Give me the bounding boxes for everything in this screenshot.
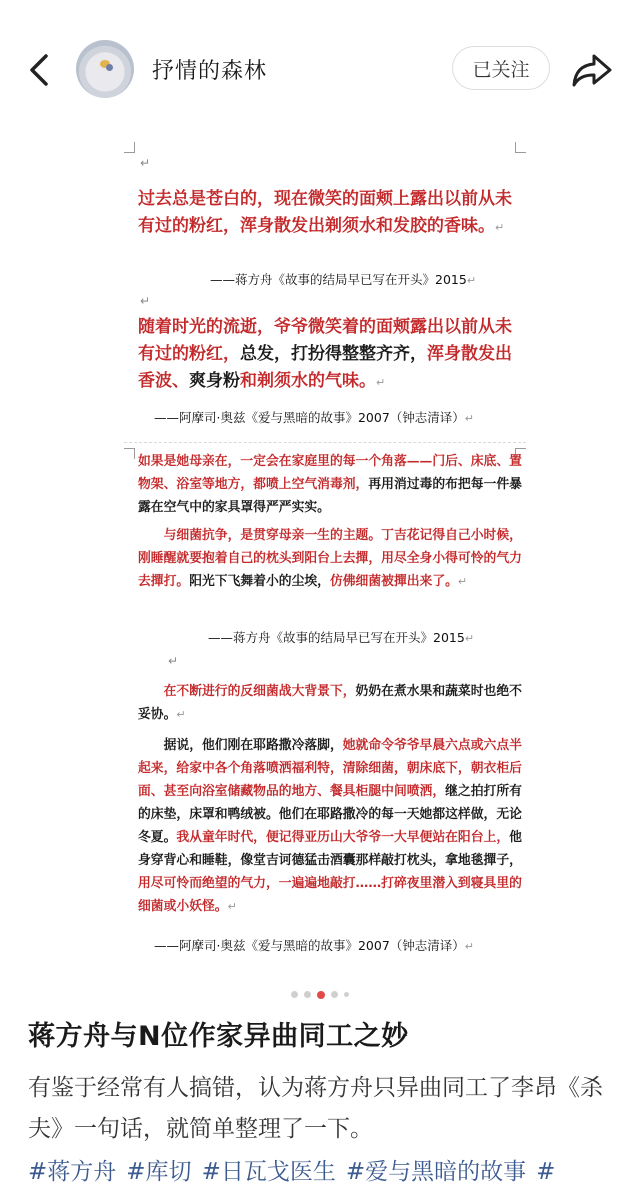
carousel-dot[interactable] <box>331 991 338 998</box>
share-icon[interactable] <box>570 48 614 92</box>
carousel-indicator[interactable] <box>0 984 640 996</box>
carousel-dot[interactable] <box>291 991 298 998</box>
back-arrow-icon[interactable] <box>22 48 58 92</box>
quote-1: 过去总是苍白的，现在微笑的面颊上露出以前从未有过的粉红，浑身散发出剃须水和发胶的香味。↵ <box>138 189 512 236</box>
post-body: 有鉴于经常有人搞错，认为蒋方舟只异曲同工了李昂《杀夫》一句话，就简单整理了一下。 <box>28 1075 603 1142</box>
post-image[interactable] <box>0 130 640 976</box>
paragraph-5: 在不断进行的反细菌战大背景下，奶奶在煮水果和蔬菜时也绝不妥协。↵ <box>138 684 522 722</box>
post-title: 蒋方舟与N位作家异曲同工之妙 <box>28 1021 409 1052</box>
carousel-dot[interactable] <box>344 992 349 997</box>
hashtag-link[interactable]: #蒋方舟 <box>28 1159 117 1185</box>
carousel-dot[interactable] <box>304 991 311 998</box>
username[interactable]: 抒情的森林 <box>152 59 268 84</box>
hashtag-link[interactable]: #爱与黑暗的故事 <box>345 1159 527 1185</box>
hashtag-link[interactable]: #库切 <box>126 1159 192 1185</box>
top-bar <box>0 0 640 140</box>
hashtag-link[interactable]: #日瓦戈医生 <box>201 1159 336 1185</box>
paragraph-3: 如果是她母亲在，一定会在家庭里的每一个角落——门后、床底、置物架、浴室等地方，都喷上空气消毒剂，再用消过毒的布把每一件暴露在空气中的家具罩得严严实实。 <box>138 454 522 515</box>
follow-button[interactable]: 已关注 <box>452 46 550 90</box>
avatar[interactable] <box>76 40 134 98</box>
source-3: ——蒋方舟《故事的结局早已写在开头》2015↵ <box>208 630 475 645</box>
hashtag-link[interactable]: # <box>536 1159 556 1185</box>
hashtag-list <box>28 1152 640 1192</box>
source-4: ——阿摩司·奥兹《爱与黑暗的故事》2007（钟志清译）↵ <box>154 938 475 953</box>
quote-2: 随着时光的流逝，爷爷微笑着的面颊露出以前从未有过的粉红，总发，打扮得整整齐齐，浑身散发出香波、爽身粉和剃须水的气味。↵ <box>138 317 512 391</box>
paragraph-6: 据说，他们刚在耶路撒冷落脚，她就命令爷爷早晨六点或六点半起来，给家中各个角落喷洒福利特，清除细菌，朝床底下，朝衣柜后面、甚至向浴室储藏物品的地方、餐具柜腿中间喷洒，继之拍打所有的床垫，床罩和鸭绒被。他们在耶路撒冷的每一天她都这样做，无论冬夏。我从童年时代，便记得亚历山大爷爷一大早便站在阳台上，他身穿背心和睡鞋，像堂吉诃德猛击酒囊那样敲打枕头，拿地毯撣子，用尽可怜而绝望的气力，一遍遍地敲打……打碎夜里潜入到寝具里的细菌或小妖怪。↵ <box>138 738 522 914</box>
source-2: ——阿摩司·奥兹《爱与黑暗的故事》2007（钟志清译）↵ <box>154 410 475 425</box>
source-1: ——蒋方舟《故事的结局早已写在开头》2015↵ <box>210 272 477 287</box>
paragraph-4: 与细菌抗争，是贯穿母亲一生的主题。丁吉花记得自己小时候，刚睡醒就要抱着自己的枕头到阳台上去撣，用尽全身小得可怜的气力去撣打。阳光下飞舞着小的尘埃，仿佛细菌被撣出来了。↵ <box>138 528 522 589</box>
document-page-2: 如果是她母亲在，一定会在家庭里的每一个角落——门后、床底、置物架、浴室等地方，都喷上空气消毒剂，再用消过毒的布把每一件暴露在空气中的家具罩得严严实实。 与细菌抗争，是贯穿母亲一生的主题。丁吉花记得自己小时候，刚睡醒就要抱着自己的枕头到阳台上去撣，用尽全身小得可怜的气力去撣打。阳光下飞舞着小的尘埃，仿佛细菌被撣出来了。↵ ——蒋方舟《故事的结局早已写在开头》2015↵ ↵ 在不断进行的反细菌战大背景下，奶奶在煮水果和蔬菜时也绝不妥协。↵ 据说，他们刚在耶路撒冷落脚，她就命令爷爷早晨六点或六点半起来，给家中各个角落喷洒福利特，清除细菌，朝床底下，朝衣柜后面、甚至向浴室储藏物品的地方、餐具柜腿中间喷洒，继之拍打所有的床垫，床罩和鸭绒被。他们在耶路撒冷的每一天她都这样做，无论冬夏。我从童年时代，便记得亚历山大爷爷一大早便站在阳台上，他身穿背心和睡鞋，像堂吉诃德猛击酒囊那样敲打枕头，拿地毯撣子，用尽可怜而绝望的气力，一遍遍地敲打……打碎夜里潜入到寝具里的细菌或小妖怪。↵ ——阿摩司·奥兹《爱与黑暗的故事》2007（钟志清译）↵ <box>124 448 526 974</box>
carousel-dot-active[interactable] <box>317 991 325 999</box>
document-page-1: ↵ 过去总是苍白的，现在微笑的面颊上露出以前从未有过的粉红，浑身散发出剃须水和发胶的香味。↵ ——蒋方舟《故事的结局早已写在开头》2015↵ ↵ 随着时光的流逝，爷爷微笑着的面颊露出以前从未有过的粉红，总发，打扮得整整齐齐，浑身散发出香波、爽身粉和剃须水的气味。↵ ——阿摩司·奥兹《爱与黑暗的故事》2007（钟志清译）↵ <box>124 142 526 443</box>
